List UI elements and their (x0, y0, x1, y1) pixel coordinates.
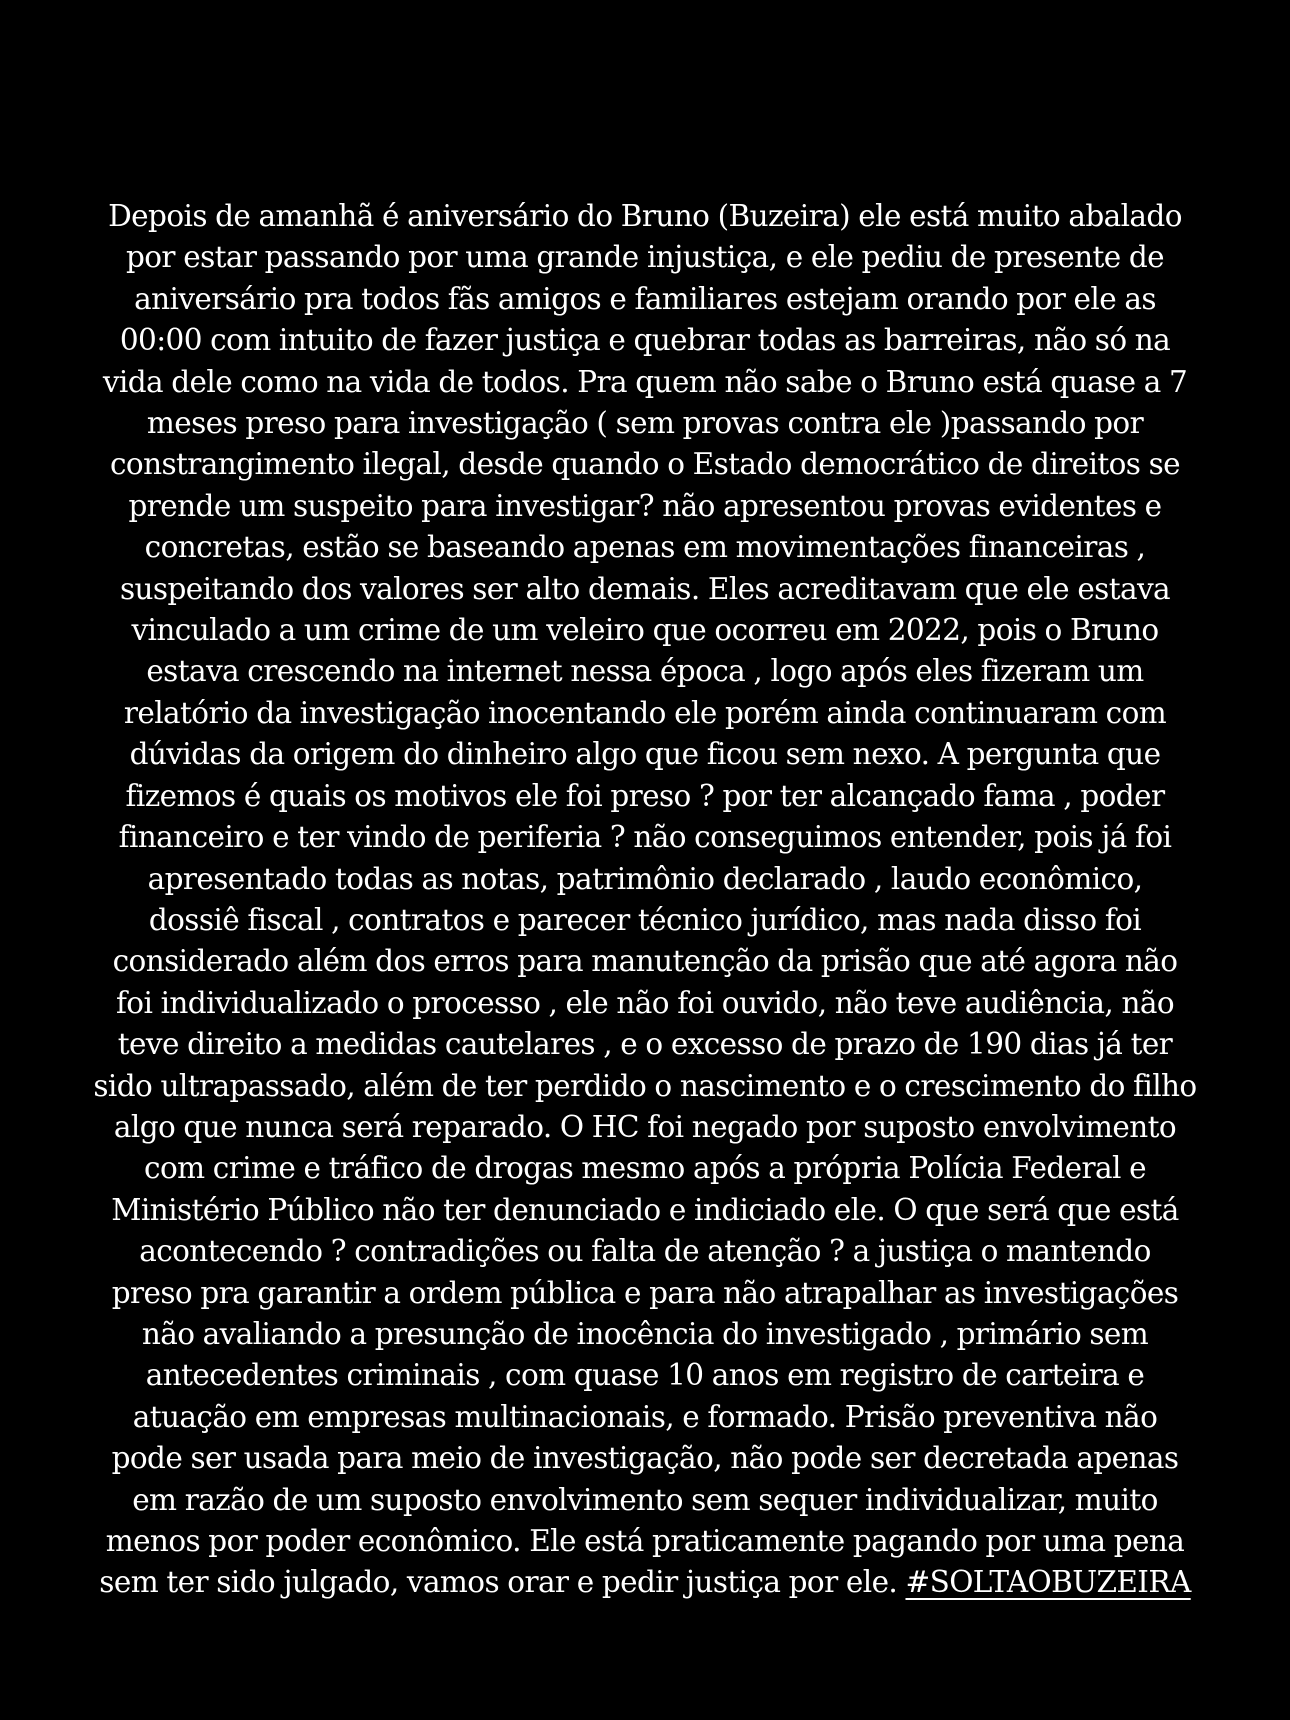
story-line: meses preso para investigação ( sem provas contra ele )passando por (146, 406, 1144, 441)
story-line: considerado além dos erros para manutenção da prisão que até agora não (112, 944, 1178, 979)
story-line: dossiê fiscal , contratos e parecer técnico jurídico, mas nada disso foi (148, 902, 1142, 937)
story-line: vida dele como na vida de todos. Pra quem não sabe o Bruno está quase a 7 (102, 364, 1188, 399)
story-line: dúvidas da origem do dinheiro algo que ficou sem nexo. A pergunta que (129, 737, 1161, 772)
story-line: em razão de um suposto envolvimento sem sequer individualizar, muito (132, 1482, 1158, 1517)
story-line: sido ultrapassado, além de ter perdido o nascimento e o crescimento do filho (93, 1068, 1197, 1103)
story-line: antecedentes criminais , com quase 10 anos em registro de carteira e (145, 1358, 1145, 1393)
story-text (50, 196, 1240, 1604)
story-line: relatório da investigação inocentando ele porém ainda continuaram com (123, 695, 1167, 730)
story-line: teve direito a medidas cautelares , e o excesso de prazo de 190 dias já ter (117, 1027, 1173, 1062)
story-line: estava crescendo na internet nessa época , logo após eles fizeram um (146, 654, 1144, 689)
story-line: foi individualizado o processo , ele não foi ouvido, não teve audiência, não (115, 985, 1175, 1020)
story-line: atuação em empresas multinacionais, e formado. Prisão preventiva não (132, 1399, 1158, 1434)
hashtag-link[interactable]: #SOLTAOBUZEIRA (905, 1565, 1191, 1600)
story-line: apresentado todas as notas, patrimônio declarado , laudo econômico, (147, 861, 1143, 896)
story-line: com crime e tráfico de drogas mesmo após a própria Polícia Federal e (144, 1151, 1146, 1186)
story-line: constrangimento ilegal, desde quando o Estado democrático de direitos se (110, 447, 1180, 482)
story-line: prende um suspeito para investigar? não apresentou provas evidentes e (128, 488, 1162, 523)
story-line-last (50, 1562, 1240, 1603)
story-line: acontecendo ? contradições ou falta de atenção ? a justiça o mantendo (139, 1234, 1151, 1269)
story-line: Depois de amanhã é aniversário do Bruno (Buzeira) ele está muito abalado (108, 199, 1182, 233)
story-line: algo que nunca será reparado. O HC foi negado por suposto envolvimento (113, 1109, 1177, 1144)
story-line: aniversário pra todos fãs amigos e familiares estejam orando por ele as (134, 281, 1156, 316)
story-line: Ministério Público não ter denunciado e indiciado ele. O que será que está (111, 1192, 1179, 1227)
story-line: pode ser usada para meio de investigação, não pode ser decretada apenas (111, 1441, 1179, 1476)
story-line: por estar passando por uma grande injustiça, e ele pediu de presente de (125, 240, 1165, 275)
story-line-last-text: sem ter sido julgado, vamos orar e pedir justiça por ele. (99, 1565, 906, 1600)
story-line: vinculado a um crime de um veleiro que ocorreu em 2022, pois o Bruno (131, 613, 1159, 648)
story-line: financeiro e ter vindo de periferia ? não conseguimos entender, pois já foi (118, 820, 1172, 855)
story-line: preso pra garantir a ordem pública e para não atrapalhar as investigações (111, 1275, 1179, 1310)
story-line: menos por poder econômico. Ele está praticamente pagando por uma pena (105, 1524, 1185, 1558)
story-line: não avaliando a presunção de inocência do investigado , primário sem (141, 1316, 1149, 1351)
story-line: concretas, estão se baseando apenas em movimentações financeiras , (144, 530, 1146, 565)
story-line: fizemos é quais os motivos ele foi preso ? por ter alcançado fama , poder (125, 778, 1165, 813)
story-line: 00:00 com intuito de fazer justiça e quebrar todas as barreiras, não só na (119, 323, 1171, 358)
story-line: suspeitando dos valores ser alto demais. Eles acreditavam que ele estava (119, 571, 1171, 606)
